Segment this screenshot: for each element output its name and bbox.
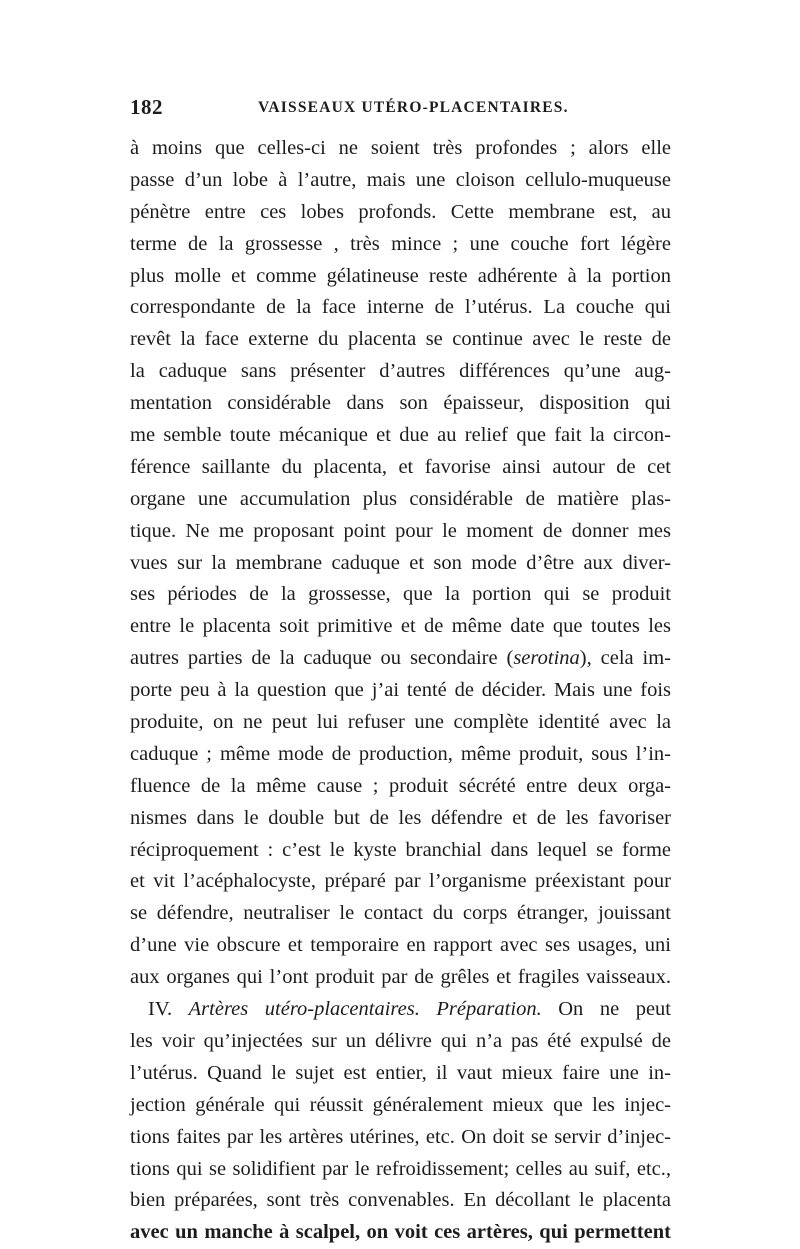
section-heading: Artères utéro-placentaires. xyxy=(188,998,420,1021)
text-line: à moins que celles-ci ne soient très profondes ; alors elle xyxy=(130,137,671,159)
text-line-serotina xyxy=(130,643,671,675)
text-line: porte peu à la question que j’ai tenté de décider. Mais une fois xyxy=(130,679,671,702)
text-line: fluence de la même cause ; produit sécrété entre deux orga- xyxy=(130,774,671,797)
text-line: d’une vie obscure et temporaire en rapport avec ses usages, uni xyxy=(130,934,671,957)
text-line: les voir qu’injectées sur un délivre qui n’a pas été expulsé de xyxy=(130,1029,671,1052)
text-line: la caduque sans présenter d’autres différences qu’une aug- xyxy=(130,360,671,383)
text-line: férence saillante du placenta, et favorise ainsi autour de cet xyxy=(130,455,671,478)
paragraph-caduque xyxy=(130,133,671,994)
text-line: entre le placenta soit primitive et de même date que toutes les xyxy=(130,615,671,638)
text-line: se défendre, neutraliser le contact du corps étranger, jouissant xyxy=(130,902,671,925)
text-line: aux organes qui l’ont produit par de grêles et fragiles vaisseaux. xyxy=(130,966,671,989)
section-number: IV. xyxy=(148,998,173,1021)
text-line: organe une accumulation plus considérable de matière plas- xyxy=(130,487,671,510)
text-line: revêt la face externe du placenta se continue avec le reste de xyxy=(130,328,671,351)
text-line: pénètre entre ces lobes profonds. Cette membrane est, au xyxy=(130,200,671,223)
text-line: plus molle et comme gélatineuse reste adhérente à la portion xyxy=(130,264,671,287)
text-line: caduque ; même mode de production, même produit, sous l’in- xyxy=(130,742,671,765)
text-line: terme de la grossesse , très mince ; une couche fort légère xyxy=(130,232,671,255)
page-header xyxy=(128,95,673,125)
text-line: tions faites par les artères utérines, etc. On doit se servir d’injec- xyxy=(130,1125,671,1148)
text-line: me semble toute mécanique et due au relief que fait la circon- xyxy=(130,424,671,447)
body-text xyxy=(130,133,671,1249)
text-line: l’utérus. Quand le sujet est entier, il vaut mieux faire une in- xyxy=(130,1061,671,1084)
text-line: vues sur la membrane caduque et son mode d’être aux diver- xyxy=(130,551,671,574)
text-line: produite, on ne peut lui refuser une complète identité avec la xyxy=(130,711,671,734)
paragraph-arteres xyxy=(130,994,671,1249)
running-title: VAISSEAUX UTÉRO-PLACENTAIRES. xyxy=(258,99,569,116)
text-segment: autres parties de la caduque ou secondaire ( xyxy=(130,647,514,670)
text-segment: ), cela im- xyxy=(579,647,671,670)
text-line: ses périodes de la grossesse, que la portion qui se produit xyxy=(130,583,671,606)
text-line: jection générale qui réussit généralement mieux que les injec- xyxy=(130,1093,671,1116)
text-line: avec un manche à scalpel, on voit ces artères, qui permettent xyxy=(130,1221,671,1244)
page-number: 182 xyxy=(130,95,163,119)
text-line: bien préparées, sont très convenables. En décollant le placenta xyxy=(130,1189,671,1212)
text-line: mentation considérable dans son épaisseur, disposition qui xyxy=(130,392,671,415)
text-line: réciproquement : c’est le kyste branchial dans lequel se forme xyxy=(130,838,671,861)
text-line: tions qui se solidifient par le refroidissement; celles au suif, etc., xyxy=(130,1157,671,1180)
text-line: nismes dans le double but de les défendre et de les favoriser xyxy=(130,806,671,829)
serotina-term: serotina xyxy=(513,647,580,670)
text-line: tique. Ne me proposant point pour le moment de donner mes xyxy=(130,519,671,542)
text-segment: On ne peut xyxy=(558,998,671,1021)
text-line: correspondante de la face interne de l’utérus. La couche qui xyxy=(130,296,671,319)
text-line: passe d’un lobe à l’autre, mais une cloison cellulo-muqueuse xyxy=(130,168,671,191)
section-heading-line xyxy=(130,994,671,1026)
text-line: et vit l’acéphalocyste, préparé par l’organisme préexistant pour xyxy=(130,870,671,893)
preparation-label: Préparation. xyxy=(436,998,542,1021)
